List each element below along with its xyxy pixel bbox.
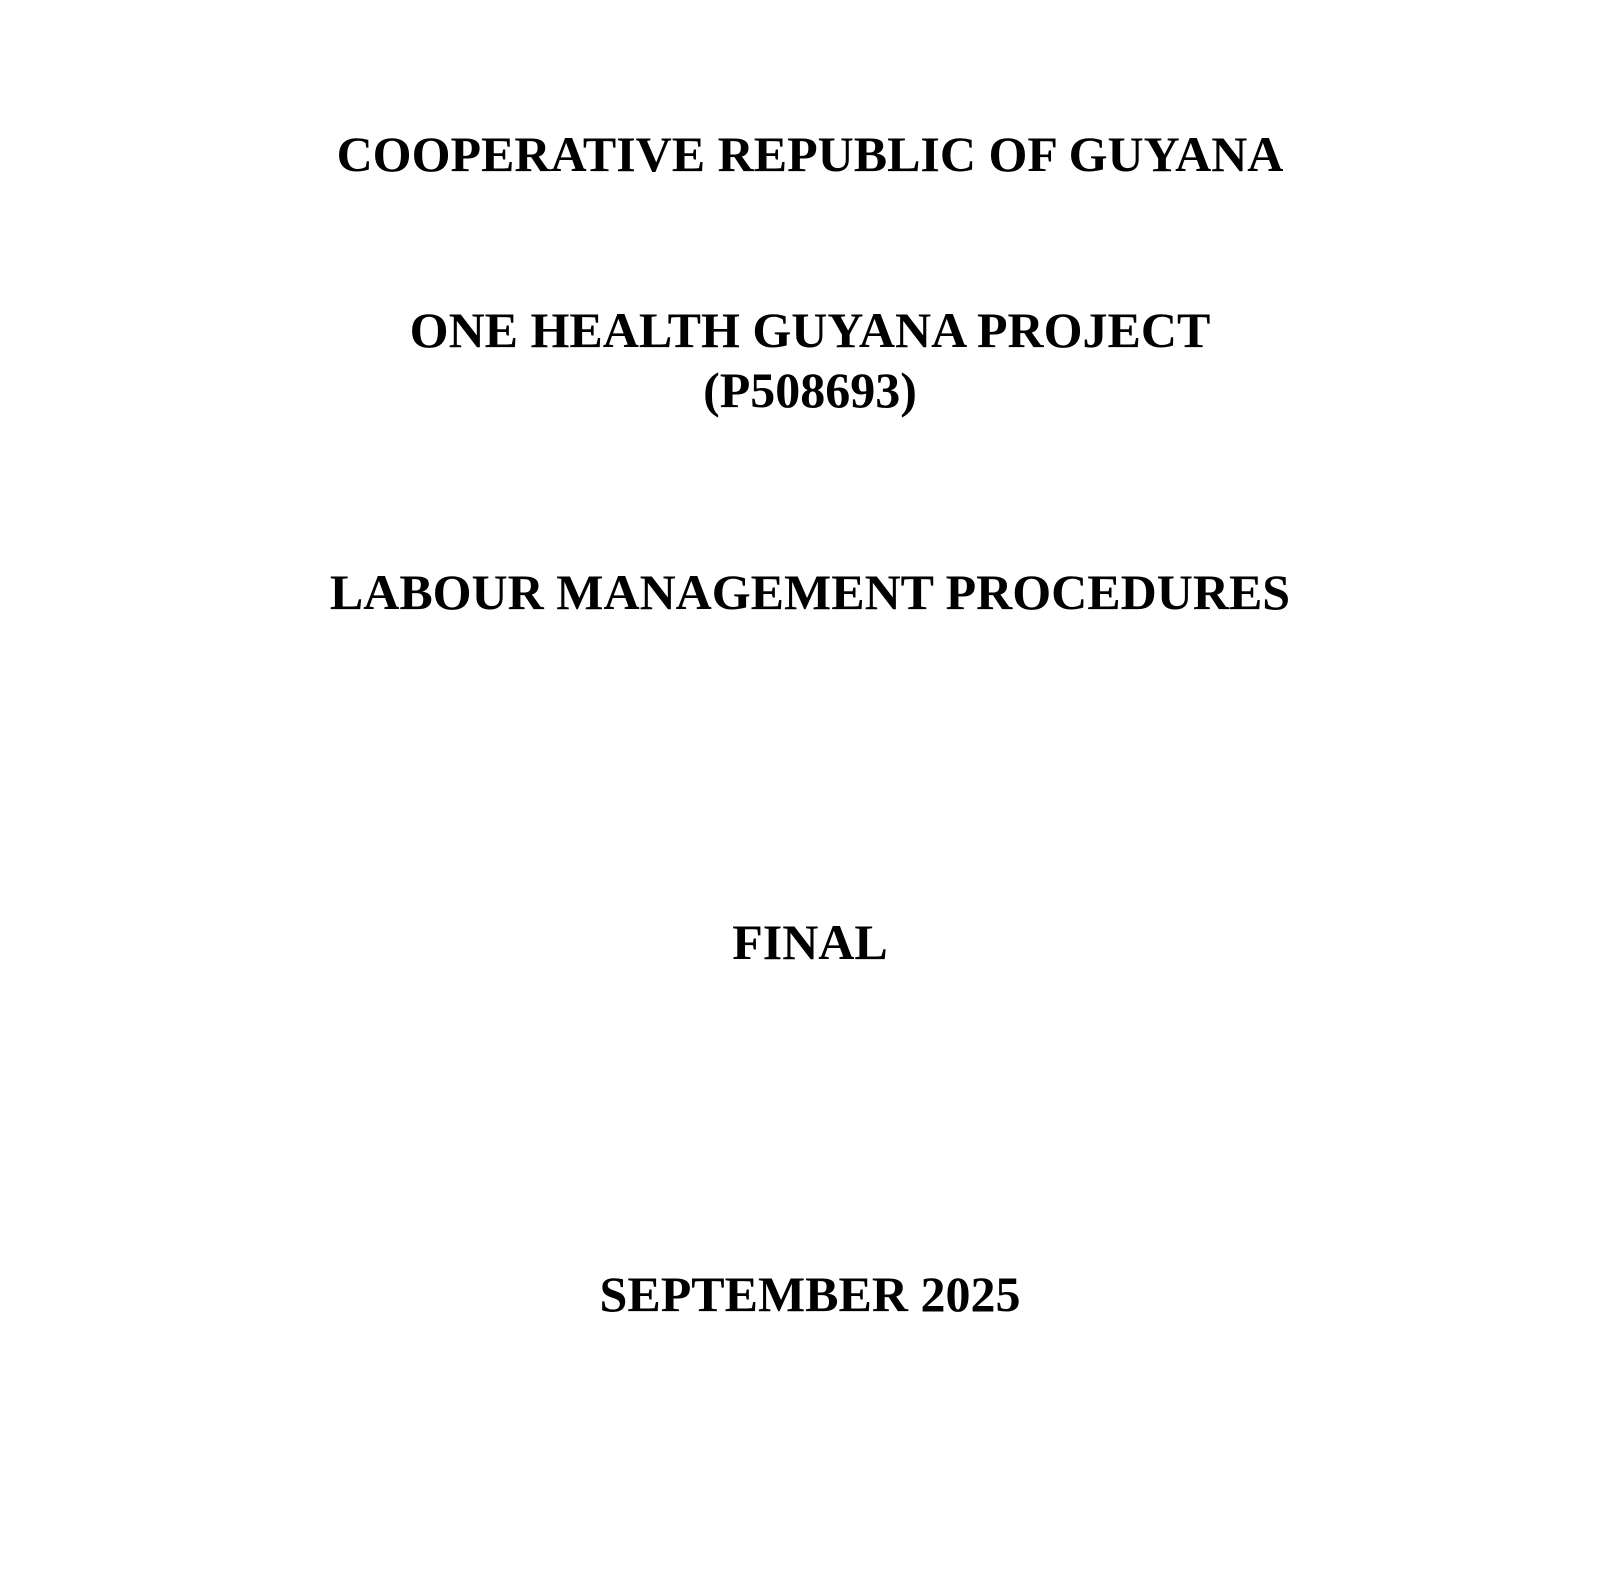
document-status: FINAL	[732, 914, 888, 970]
project-id: (P508693)	[703, 362, 917, 418]
document-title: LABOUR MANAGEMENT PROCEDURES	[329, 564, 1291, 620]
document-date: SEPTEMBER 2025	[599, 1266, 1021, 1322]
country-heading: COOPERATIVE REPUBLIC OF GUYANA	[336, 126, 1284, 182]
project-name-heading: ONE HEALTH GUYANA PROJECT	[409, 302, 1211, 358]
